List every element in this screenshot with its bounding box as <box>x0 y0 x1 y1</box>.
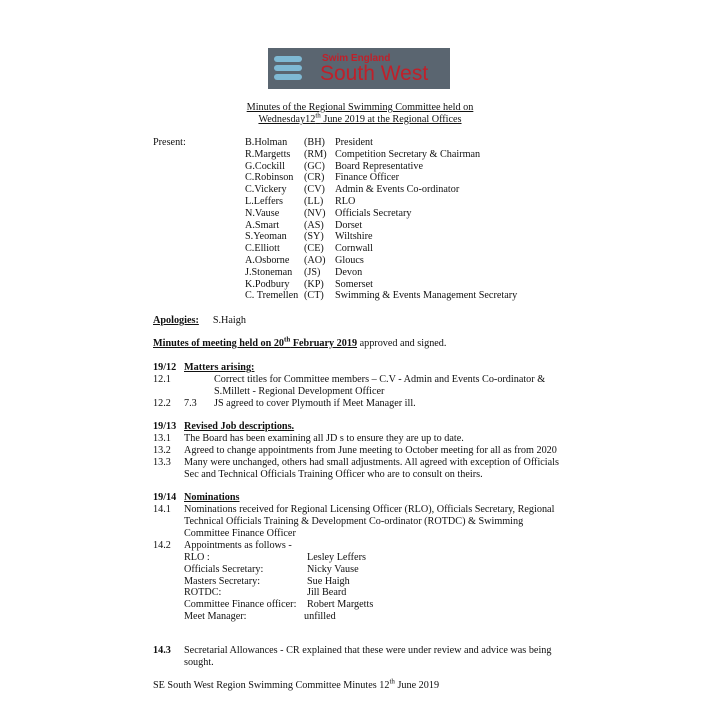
item-text: Nominations received for Regional Licensing Officer (RLO), Officials Secretary, Regional <box>184 504 555 515</box>
section-number: 19/13 <box>153 421 177 432</box>
appointment-role: Officials Secretary: <box>184 563 264 575</box>
member-name: A.Smart <box>245 219 280 231</box>
appointment-person: Robert Margetts <box>307 599 374 611</box>
appointment-person: Lesley Leffers <box>307 552 366 563</box>
member-name: C.Elliott <box>245 243 280 255</box>
present-label: Present: <box>153 137 186 148</box>
item-number: 13.1 <box>153 433 171 444</box>
member-name: C.Vickery <box>245 184 287 196</box>
item-number: 12.1 <box>153 374 171 385</box>
swim-england-logo <box>268 48 450 89</box>
member-initials: (CR) <box>304 172 325 184</box>
member-role: Swimming & Events Management Secretary <box>335 290 518 302</box>
page-footer: SE South West Region Swimming Committee Minutes 12th June 2019 <box>153 677 440 691</box>
minutes-title-line2: Wednesday12th June 2019 at the Regional Offices <box>258 111 462 125</box>
member-role: RLO <box>335 196 356 207</box>
item-number: 14.3 <box>153 645 171 656</box>
member-name: J.Stoneman <box>245 266 293 278</box>
appointment-role: Committee Finance officer: <box>184 599 297 611</box>
section-title: Matters arising: <box>184 362 255 373</box>
member-name: C. Tremellen <box>245 290 299 302</box>
member-role: Cornwall <box>335 243 373 255</box>
minutes-title-line1: Minutes of the Regional Swimming Committee held on <box>246 102 474 113</box>
wave-icon <box>274 56 302 62</box>
member-name: R.Margetts <box>245 148 291 160</box>
member-role: Dorset <box>335 219 363 231</box>
member-initials: (JS) <box>304 266 321 278</box>
member-initials: (CE) <box>304 243 324 255</box>
member-initials: (CT) <box>304 290 324 302</box>
item-text: Agreed to change appointments from June meeting to October meeting for all as from 2020 <box>184 445 557 456</box>
apologies-text: S.Haigh <box>212 315 246 326</box>
member-role: Officials Secretary <box>335 207 412 219</box>
item-text: The Board has been examining all JD s to ensure they are up to date. <box>184 433 464 444</box>
apologies-label: Apologies: <box>153 315 199 326</box>
member-initials: (CV) <box>304 184 325 196</box>
member-initials: (SY) <box>304 231 324 243</box>
wave-icon <box>274 74 302 80</box>
item-text: JS agreed to cover Plymouth if Meet Manager ill. <box>214 398 416 409</box>
logo-region-text: South West <box>320 62 429 85</box>
item-text: Committee Finance Officer <box>184 528 296 539</box>
member-name: G.Cockill <box>245 160 285 172</box>
section-title: Revised Job descriptions. <box>184 421 295 432</box>
appointment-person: unfilled <box>304 611 336 622</box>
item-text: Appointments as follows - <box>184 540 292 551</box>
item-text: Correct titles for Committee members – C.V - Admin and Events Co-ordinator & <box>214 374 546 385</box>
member-initials: (RM) <box>304 148 327 160</box>
member-name: K.Podbury <box>245 278 290 290</box>
item-text: sought. <box>184 657 214 668</box>
item-text: Sec and Technical Officials Training Officer who are to consult on theirs. <box>184 469 483 480</box>
member-name: N.Vause <box>245 207 280 219</box>
appointment-role: Masters Secretary: <box>184 575 261 587</box>
member-name: L.Leffers <box>245 196 283 207</box>
member-initials: (GC) <box>304 160 325 172</box>
member-role: Somerset <box>335 278 373 290</box>
member-name: C.Robinson <box>245 172 294 184</box>
member-role: Devon <box>335 266 363 278</box>
appointment-person: Sue Haigh <box>307 575 350 587</box>
item-subnumber: 7.3 <box>184 398 197 409</box>
appointment-person: Jill Beard <box>307 587 347 599</box>
item-text: Secretarial Allowances - CR explained that these were under review and advice was being <box>184 645 552 656</box>
member-name: B.Holman <box>245 137 288 148</box>
member-role: Wiltshire <box>335 231 373 243</box>
wave-icon <box>274 65 302 71</box>
member-initials: (NV) <box>304 207 326 219</box>
item-number: 12.2 <box>153 398 171 409</box>
item-text: S.Millett - Regional Development Officer <box>214 386 385 397</box>
member-name: S.Yeoman <box>245 231 287 243</box>
member-initials: (AO) <box>304 255 326 266</box>
member-role: Admin & Events Co-ordinator <box>335 184 460 196</box>
member-initials: (BH) <box>304 137 325 148</box>
previous-minutes: Minutes of meeting held on 20th February 2019 approved and signed. <box>153 335 447 349</box>
item-text: Technical Officials Training & Development Co-ordinator (ROTDC) & Swimming <box>184 516 524 527</box>
member-role: Finance Officer <box>335 172 400 184</box>
section-number: 19/14 <box>153 492 177 503</box>
member-role: Board Representative <box>335 160 423 172</box>
apologies <box>153 315 246 327</box>
member-role: President <box>335 137 373 148</box>
item-text: Many were unchanged, others had small adjustments. All agreed with exception of Officials <box>184 457 559 468</box>
item-number: 13.3 <box>153 457 171 468</box>
item-number: 14.1 <box>153 504 171 515</box>
member-role: Gloucs <box>335 255 364 266</box>
section-title: Nominations <box>184 492 240 503</box>
member-role: Competition Secretary & Chairman <box>335 148 481 160</box>
logo-brand-text: Swim England <box>322 53 391 64</box>
appointment-role: Meet Manager: <box>184 611 247 622</box>
member-name: A.Osborne <box>245 255 290 266</box>
member-initials: (KP) <box>304 278 324 290</box>
section-number: 19/12 <box>153 362 177 373</box>
item-number: 13.2 <box>153 445 171 456</box>
appointment-role: RLO : <box>184 552 210 563</box>
member-initials: (AS) <box>304 219 324 231</box>
appointment-role: ROTDC: <box>184 587 222 599</box>
appointment-person: Nicky Vause <box>307 563 359 575</box>
item-number: 14.2 <box>153 540 171 551</box>
member-initials: (LL) <box>304 196 324 207</box>
